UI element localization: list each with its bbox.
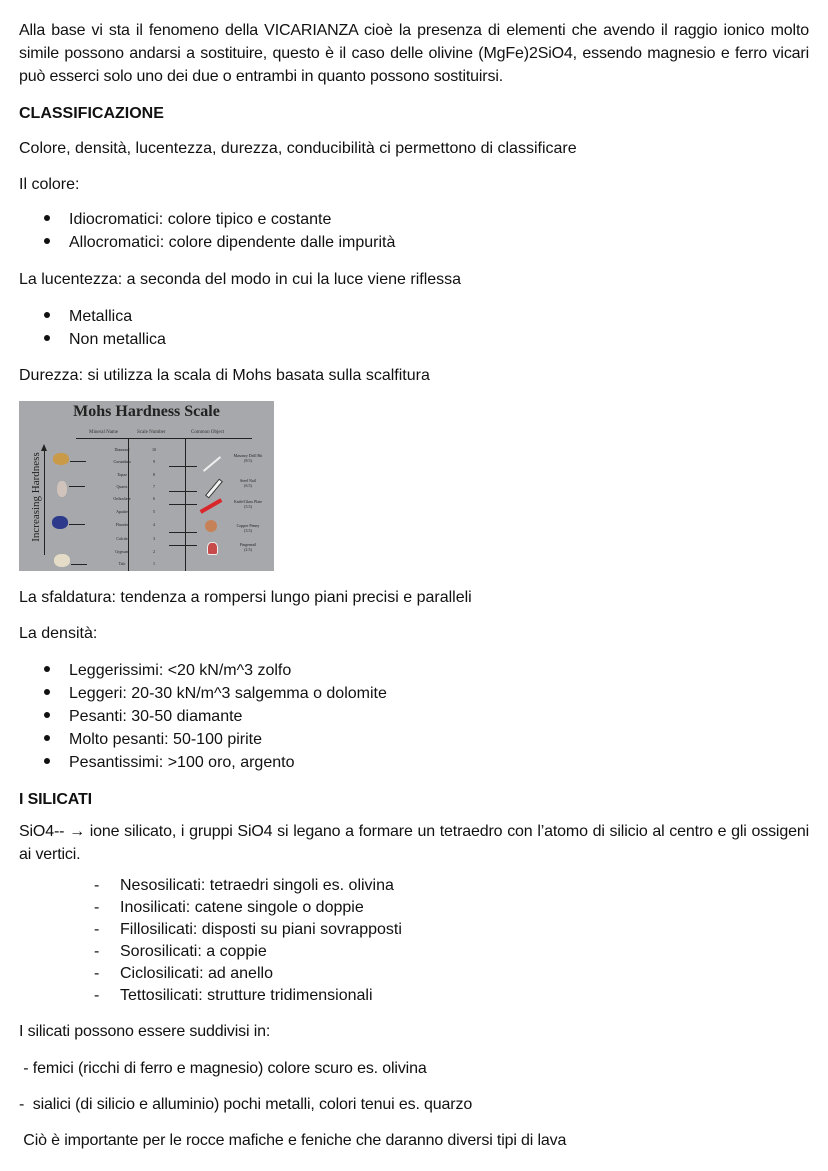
drill-bit-icon <box>203 456 221 472</box>
list-item: - Ciclosilicati: ad anello <box>94 965 273 982</box>
column-header-mineral: Mineral Name <box>89 430 119 435</box>
classificazione-intro: Colore, densità, lucentezza, durezza, conducibilità ci permettono di classificare <box>19 140 577 157</box>
quartz-rock-icon <box>57 481 67 497</box>
list-item: Non metallica <box>44 328 166 351</box>
densita-label: La densità: <box>19 625 98 642</box>
subdivision-label: I silicati possono essere suddivisi in: <box>19 1023 271 1040</box>
section-heading-silicati: I SILICATI <box>19 791 92 808</box>
talc-rock-icon <box>54 554 70 567</box>
object-label: Knife/Glass Plate (5.5) <box>233 499 263 509</box>
mineral-name: Apatite <box>116 509 128 514</box>
scale-number: 5 <box>153 509 155 514</box>
list-item: Idiocromatici: colore tipico e costante <box>44 208 331 231</box>
fingernail-icon <box>207 542 218 555</box>
header-divider <box>76 438 252 439</box>
axis-line <box>44 449 45 555</box>
scale-number: 10 <box>152 447 156 452</box>
list-item: Leggeri: 20-30 kN/m^3 salgemma o dolomite <box>44 682 387 705</box>
mineral-name: Fluorite <box>115 522 129 527</box>
mineral-name: Quartz <box>116 484 128 489</box>
column-header-object: Common Object <box>191 430 225 435</box>
fluorite-rock-icon <box>52 516 68 529</box>
arrow-right-icon <box>70 461 86 462</box>
mineral-name: Orthoclase <box>113 496 131 501</box>
bullet-icon <box>44 312 50 318</box>
column-header-scale: Scale Number <box>137 430 166 435</box>
bullet-icon <box>44 666 50 672</box>
scale-number: 1 <box>153 561 155 566</box>
arrow-right-icon <box>69 524 85 525</box>
mineral-name: Corundum <box>113 459 131 464</box>
scale-number: 6 <box>153 496 155 501</box>
mineral-name: Gypsum <box>115 549 129 554</box>
conclusion-paragraph: Ciò è importante per le rocce mafiche e feniche che daranno diversi tipi di lava <box>19 1132 567 1149</box>
arrow-left-icon <box>169 466 197 467</box>
bullet-icon <box>44 735 50 741</box>
copper-penny-icon <box>205 520 217 532</box>
scale-number: 8 <box>153 472 155 477</box>
scale-number: 2 <box>153 549 155 554</box>
arrow-left-icon <box>169 491 197 492</box>
figure-title: Mohs Hardness Scale <box>73 403 220 420</box>
bullet-icon <box>44 238 50 244</box>
list-item: - Nesosilicati: tetraedri singoli es. olivina <box>94 877 394 894</box>
scale-number: 9 <box>153 459 155 464</box>
scale-number: 7 <box>153 484 155 489</box>
corundum-rock-icon <box>53 453 69 465</box>
mineral-name: Diamond <box>114 447 130 452</box>
list-item: Molto pesanti: 50-100 pirite <box>44 728 262 751</box>
arrow-left-icon <box>169 545 197 546</box>
list-item: - Tettosilicati: strutture tridimensionali <box>94 987 373 1004</box>
bullet-icon <box>44 712 50 718</box>
list-item: Metallica <box>44 305 132 328</box>
list-item: - Inosilicati: catene singole o doppie <box>94 899 364 916</box>
lucentezza-label: La lucentezza: a seconda del modo in cui la luce viene riflessa <box>19 271 462 288</box>
silicati-intro: SiO4-- → ione silicato, i gruppi SiO4 si legano a formare un tetraedro con l’atomo di silicio al centro e gli ossigeni ai vertici. <box>19 823 809 863</box>
object-label: Masonry Drill Bit (8.5) <box>233 453 263 463</box>
mineral-name: Calcite <box>116 536 128 541</box>
arrow-right-icon <box>71 564 87 565</box>
mineral-name: Talc <box>118 561 126 566</box>
axis-label: Increasing Hardness <box>30 452 42 542</box>
list-item: - Fillosilicati: disposti su piani sovrapposti <box>94 921 402 938</box>
list-item: Allocromatici: colore dipendente dalle impurità <box>44 231 395 254</box>
list-item: Leggerissimi: <20 kN/m^3 zolfo <box>44 659 291 682</box>
list-item: - Sorosilicati: a coppie <box>94 943 267 960</box>
scale-number: 4 <box>153 522 155 527</box>
arrow-left-icon <box>169 504 197 505</box>
intro-paragraph: Alla base vi sta il fenomeno della VICARIANZA cioè la presenza di elementi che avendo il raggio ionico molto simile possono andarsi a sostituire, questo è il caso delle olivine (MgFe)2SiO4, essendo magnesio e ferro vicari può esserci solo uno dei due o entrambi in quanto possono sostituirsi. <box>19 22 809 85</box>
object-label: Steel Nail (6.5) <box>240 478 256 488</box>
steel-nail-icon <box>205 478 223 498</box>
section-heading-classificazione: CLASSIFICAZIONE <box>19 105 164 122</box>
scale-number: 3 <box>153 536 155 541</box>
bullet-icon <box>44 689 50 695</box>
knife-icon <box>200 498 223 513</box>
bullet-icon <box>44 758 50 764</box>
bullet-icon <box>44 215 50 221</box>
sialici-paragraph: - sialici (di silicio e alluminio) pochi metalli, colori tenui es. quarzo <box>19 1096 473 1113</box>
colore-label: Il colore: <box>19 176 80 193</box>
sfaldatura-paragraph: La sfaldatura: tendenza a rompersi lungo piani precisi e paralleli <box>19 589 472 606</box>
arrow-left-icon <box>169 532 197 533</box>
arrow-right-icon <box>69 486 85 487</box>
list-item: Pesantissimi: >100 oro, argento <box>44 751 294 774</box>
bullet-icon <box>44 335 50 341</box>
object-label: Copper Penny (3.5) <box>236 523 260 533</box>
femici-paragraph: - femici (ricchi di ferro e magnesio) colore scuro es. olivina <box>19 1060 427 1077</box>
mohs-hardness-scale-image <box>19 401 274 571</box>
durezza-label: Durezza: si utilizza la scala di Mohs basata sulla scalfitura <box>19 367 430 384</box>
list-item: Pesanti: 30-50 diamante <box>44 705 242 728</box>
object-label: Fingernail (2.5) <box>239 542 257 552</box>
mineral-name: Topaz <box>117 472 127 477</box>
